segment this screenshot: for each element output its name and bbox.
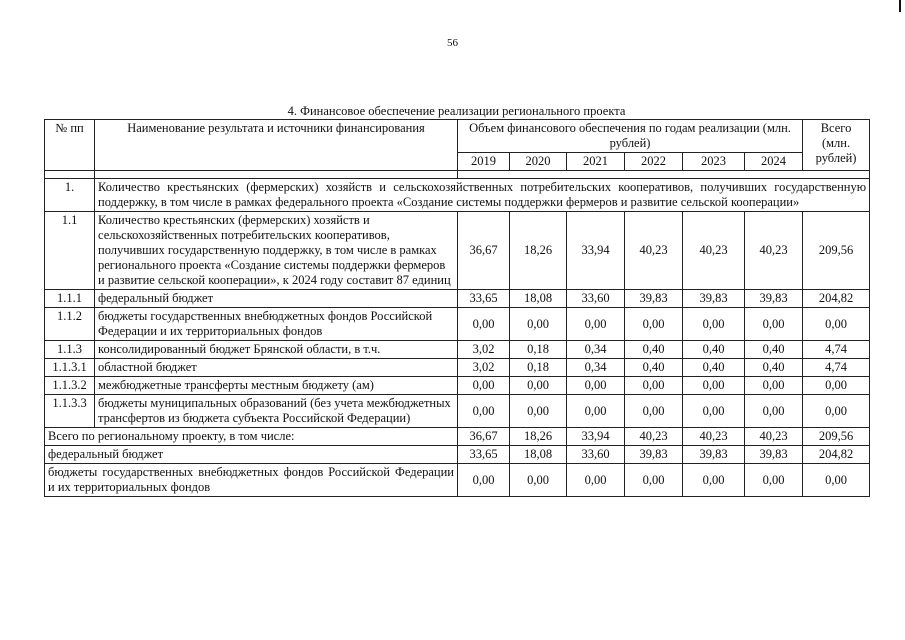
totals-value: 18,08 [510, 446, 567, 464]
table-caption: 4. Финансовое обеспечение реализации регионального проекта [287, 104, 626, 118]
totals-row [45, 446, 870, 464]
row-name: Количество крестьянских (фермерских) хозяйств и сельскохозяйственных потребительских кооперативов, получивших государственную поддержку, в том числе в рамках регионального проекта «Создание системы поддержки фермеров и развитие сельской кооперации», к 2024 году составит 87 единиц [95, 212, 458, 290]
row-name: областной бюджет [95, 359, 458, 377]
row-total: 4,74 [803, 359, 870, 377]
header-year: 2024 [745, 153, 803, 171]
header-year: 2022 [625, 153, 683, 171]
row-value: 0,40 [745, 341, 803, 359]
totals-value: 36,67 [458, 428, 510, 446]
row-total: 4,74 [803, 341, 870, 359]
row-value: 0,00 [683, 395, 745, 428]
table-row [45, 341, 870, 359]
row-name: бюджеты государственных внебюджетных фондов Российской Федерации и их территориальных фондов [95, 308, 458, 341]
header-year: 2023 [683, 153, 745, 171]
row-num: 1.1.2 [45, 308, 95, 341]
row-num: 1.1.1 [45, 290, 95, 308]
totals-value: 0,00 [458, 464, 510, 497]
totals-value: 0,00 [625, 464, 683, 497]
row-value: 33,94 [567, 212, 625, 290]
financing-table [44, 119, 870, 497]
row-value: 18,08 [510, 290, 567, 308]
section-num: 1. [45, 179, 95, 212]
table-row [45, 359, 870, 377]
row-value: 3,02 [458, 341, 510, 359]
row-total: 0,00 [803, 395, 870, 428]
header-year: 2021 [567, 153, 625, 171]
totals-value: 40,23 [625, 428, 683, 446]
totals-value: 40,23 [745, 428, 803, 446]
row-value: 0,34 [567, 359, 625, 377]
page-number: 56 [447, 37, 458, 49]
section-text: Количество крестьянских (фермерских) хозяйств и сельскохозяйственных потребительских кооперативов, получивших государственную поддержку, в том числе в рамках федерального проекта «Создание системы поддержки фермеров и развитие сельской кооперации» [95, 179, 870, 212]
header-volume: Объем финансового обеспечения по годам реализации (млн. рублей) [458, 120, 803, 153]
totals-value: 33,60 [567, 446, 625, 464]
row-value: 0,00 [567, 377, 625, 395]
row-value: 0,00 [625, 377, 683, 395]
row-value: 0,18 [510, 341, 567, 359]
row-num: 1.1 [45, 212, 95, 290]
row-value: 0,00 [567, 308, 625, 341]
row-value: 0,00 [625, 308, 683, 341]
row-value: 0,40 [625, 341, 683, 359]
totals-value: 40,23 [683, 428, 745, 446]
totals-name: бюджеты государственных внебюджетных фондов Российской Федерации и их территориальных фондов [45, 464, 458, 497]
header-name: Наименование результата и источники финансирования [95, 120, 458, 171]
totals-value: 0,00 [567, 464, 625, 497]
row-value: 0,00 [510, 395, 567, 428]
row-name: федеральный бюджет [95, 290, 458, 308]
row-name: бюджеты муниципальных образований (без учета межбюджетных трансфертов из бюджета субъекта Российской Федерации) [95, 395, 458, 428]
totals-total: 0,00 [803, 464, 870, 497]
table-row [45, 290, 870, 308]
row-value: 0,18 [510, 359, 567, 377]
row-value: 40,23 [683, 212, 745, 290]
row-value: 0,40 [683, 359, 745, 377]
totals-value: 39,83 [683, 446, 745, 464]
header-row [45, 120, 870, 153]
row-value: 0,00 [683, 377, 745, 395]
totals-value: 0,00 [683, 464, 745, 497]
table-row [45, 395, 870, 428]
row-value: 0,00 [458, 395, 510, 428]
header-num: № пп [45, 120, 95, 171]
row-value: 0,00 [745, 377, 803, 395]
totals-row [45, 428, 870, 446]
row-num: 1.1.3.1 [45, 359, 95, 377]
table-row [45, 308, 870, 341]
row-value: 0,00 [745, 395, 803, 428]
row-total: 0,00 [803, 377, 870, 395]
totals-total: 209,56 [803, 428, 870, 446]
row-value: 39,83 [683, 290, 745, 308]
row-num: 1.1.3.3 [45, 395, 95, 428]
row-value: 0,00 [458, 377, 510, 395]
row-value: 40,23 [745, 212, 803, 290]
row-value: 36,67 [458, 212, 510, 290]
totals-value: 33,94 [567, 428, 625, 446]
section-row [45, 179, 870, 212]
row-total: 0,00 [803, 308, 870, 341]
row-total: 204,82 [803, 290, 870, 308]
totals-value: 33,65 [458, 446, 510, 464]
spacer-row [45, 171, 870, 179]
row-value: 0,00 [458, 308, 510, 341]
row-num: 1.1.3.2 [45, 377, 95, 395]
row-value: 33,65 [458, 290, 510, 308]
row-value: 0,40 [625, 359, 683, 377]
header-year: 2020 [510, 153, 567, 171]
totals-name: Всего по региональному проекту, в том числе: [45, 428, 458, 446]
row-name: межбюджетные трансферты местным бюджету (ам) [95, 377, 458, 395]
row-total: 209,56 [803, 212, 870, 290]
row-value: 0,00 [510, 377, 567, 395]
header-total: Всего (млн. рублей) [803, 120, 870, 171]
row-value: 33,60 [567, 290, 625, 308]
row-value: 3,02 [458, 359, 510, 377]
totals-total: 204,82 [803, 446, 870, 464]
totals-value: 0,00 [510, 464, 567, 497]
row-name: консолидированный бюджет Брянской области, в т.ч. [95, 341, 458, 359]
row-value: 39,83 [625, 290, 683, 308]
totals-value: 0,00 [745, 464, 803, 497]
row-value: 18,26 [510, 212, 567, 290]
header-year: 2019 [458, 153, 510, 171]
row-value: 40,23 [625, 212, 683, 290]
totals-value: 39,83 [625, 446, 683, 464]
row-value: 0,40 [745, 359, 803, 377]
row-value: 0,00 [510, 308, 567, 341]
row-value: 0,00 [745, 308, 803, 341]
row-num: 1.1.3 [45, 341, 95, 359]
scan-edge-mark [899, 0, 901, 12]
table-row [45, 377, 870, 395]
totals-row [45, 464, 870, 497]
row-value: 39,83 [745, 290, 803, 308]
row-value: 0,00 [683, 308, 745, 341]
table-row [45, 212, 870, 290]
row-value: 0,00 [567, 395, 625, 428]
totals-value: 39,83 [745, 446, 803, 464]
totals-name: федеральный бюджет [45, 446, 458, 464]
row-value: 0,00 [625, 395, 683, 428]
totals-value: 18,26 [510, 428, 567, 446]
row-value: 0,40 [683, 341, 745, 359]
row-value: 0,34 [567, 341, 625, 359]
